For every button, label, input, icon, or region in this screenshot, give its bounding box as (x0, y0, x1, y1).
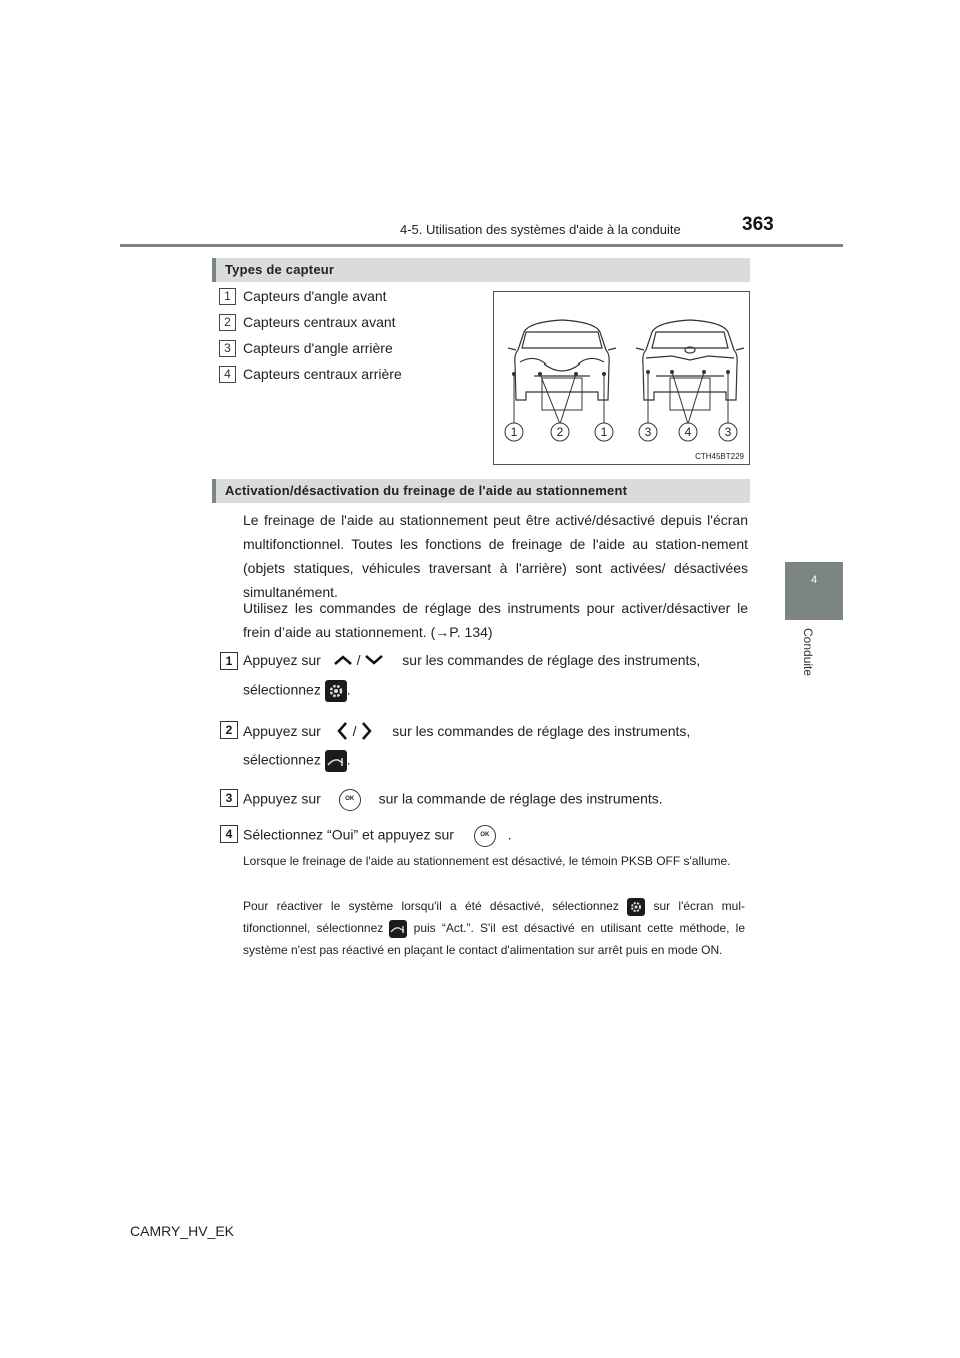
step-text: sur les commandes de réglage des instruments, (392, 723, 691, 740)
sensor-item-label: Capteurs centraux arrière (243, 366, 402, 382)
heading-accent (212, 479, 216, 503)
sensor-item-label: Capteurs d'angle arrière (243, 340, 393, 356)
car-sensor-illustration (494, 292, 749, 464)
page-number: 363 (742, 214, 774, 235)
callout-label: 3 (644, 425, 652, 439)
activation-instructions-paragraph: Utilisez les commandes de réglage des instruments pour activer/désactiver le frein d’aide au stationnement. (→P. 134) (243, 600, 748, 640)
step-1-line-1 (243, 652, 700, 669)
step-separator: / (352, 723, 357, 740)
step-2-line-2 (243, 750, 351, 772)
chapter-label-text: Conduite (801, 628, 815, 677)
chevron-left-icon (335, 721, 349, 744)
step-number: 1 (220, 652, 238, 670)
model-code: CAMRY_HV_EK (130, 1223, 235, 1239)
sensor-item-number: 1 (219, 288, 236, 305)
header-section-title: 4-5. Utilisation des systèmes d'aide à la conduite (400, 222, 681, 237)
header-divider (120, 244, 843, 247)
sensor-types-heading (212, 258, 750, 282)
step-number: 4 (220, 825, 238, 843)
sensor-item-label: Capteurs centraux avant (243, 314, 396, 330)
step-end: . (346, 751, 351, 768)
step-text: Sélectionnez “Oui” et appuyez sur (243, 826, 454, 843)
sensor-item-number: 2 (219, 314, 236, 331)
callout-label: 2 (556, 425, 564, 439)
note-text: puis “Act.”. S'il est désactivé en utilisant cette méthode, le système n'est pas réactivé en plaçant le contact d'alimentation sur arrêt puis en mode ON. (243, 921, 745, 957)
sensor-diagram (493, 291, 750, 465)
step-3-line (243, 789, 663, 811)
activation-intro-paragraph: Le freinage de l'aide au stationnement peut être activé/désactivé depuis l'écran multifonctionnel. Toutes les fonctions de freinage de l'aide au station-nement (objets statiques, véhicules traversant à l'arrière) sont activées/ désactivées simultanément. (243, 512, 748, 600)
sensor-item-label: Capteurs d'angle avant (243, 288, 387, 304)
step-text: sélectionnez (243, 751, 321, 768)
step-text: Appuyez sur (243, 723, 321, 740)
sensor-item-number: 3 (219, 340, 236, 357)
chapter-tab (785, 562, 843, 620)
vehicle-icon (389, 920, 407, 938)
ok-button-icon: OK (474, 825, 496, 847)
front-car-drawing (508, 320, 616, 400)
note-reactivate (243, 895, 745, 961)
callout-label: 1 (510, 425, 518, 439)
callout-label: 4 (684, 425, 692, 439)
step-text: sur les commandes de réglage des instruments, (402, 652, 701, 668)
step-2-line-1 (243, 721, 690, 744)
vehicle-icon (325, 750, 347, 772)
callout-circles (505, 423, 737, 441)
chapter-label (799, 628, 819, 688)
step-text: Appuyez sur (243, 790, 321, 807)
callout-label: 1 (600, 425, 608, 439)
sensor-item-number: 4 (219, 366, 236, 383)
callout-label: 3 (724, 425, 732, 439)
figure-code: CTH45BT229 (695, 452, 744, 461)
step-text: sélectionnez (243, 681, 321, 698)
callout-lines (514, 372, 728, 424)
step-1-line-2 (243, 680, 351, 702)
step-text: sur la commande de réglage des instruments. (378, 790, 663, 807)
sensor-types-heading-text: Types de capteur (225, 262, 335, 277)
rear-plate (670, 378, 710, 410)
gear-icon (325, 680, 347, 702)
note-pksb-off: Lorsque le freinage de l'aide au stationnement est désactivé, le témoin PKSB OFF s'allume. (243, 854, 731, 868)
step-number: 2 (220, 721, 238, 739)
step-end: . (346, 681, 351, 698)
chevron-right-icon (360, 721, 374, 744)
step-number: 3 (220, 789, 238, 807)
sensor-points (512, 370, 730, 376)
chevron-down-icon (364, 653, 384, 669)
step-4-line (243, 825, 512, 847)
step-end: . (507, 826, 512, 843)
note-text: sur l'écran mul-tifonctionnel, sélectionnez (243, 899, 745, 935)
activation-heading-text: Activation/désactivation du freinage de l'aide au stationnement (225, 483, 628, 498)
step-separator: / (356, 652, 361, 668)
chevron-up-icon (333, 653, 353, 669)
note-text: Pour réactiver le système lorsqu'il a été désactivé, sélectionnez (243, 899, 619, 913)
chapter-number: 4 (810, 574, 818, 586)
heading-accent (212, 258, 216, 282)
activation-heading (212, 479, 750, 503)
ok-button-icon: OK (339, 789, 361, 811)
step-text: Appuyez sur (243, 652, 321, 668)
gear-icon (627, 898, 645, 916)
